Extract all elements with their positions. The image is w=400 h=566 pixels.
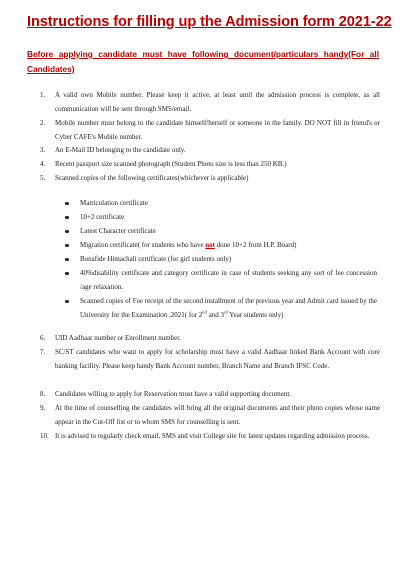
superscript: rd (223, 309, 228, 315)
item-number: 1. (40, 91, 46, 99)
intro-note: Before applying candidate must have following document/particulars handy(For all Candidates) (27, 49, 379, 74)
item-text: Candidates willing to apply for Reservation must have a valid supporting document. (55, 390, 292, 398)
bullet-text: Matriculation certificate (80, 199, 148, 207)
bullet-text: 10+2 certificate (80, 213, 125, 221)
bullet-text-part: and 3 (206, 311, 224, 320)
item-text: At the time of counselling the candidates will bring all the original documents and their photo copies whose name appear in the Cut-Off list or to whom SMS for counselling is sent. (55, 404, 380, 427)
bullet-text (80, 238, 377, 252)
item-number: 6. (40, 334, 46, 342)
superscript: nd (202, 309, 207, 315)
bullet-text: 40%disability certificate and category certificate in case of students seeking any sort of fee concession /age relaxation. (80, 269, 377, 292)
bullet-text-part: Migration certificate( for students who have (80, 241, 206, 249)
item-number: 4. (40, 160, 46, 168)
bullet-icon (65, 244, 69, 248)
bullet-text: Bonafide Himachali certificate (for girl students only) (80, 255, 232, 263)
item-text: A valid own Mobile number. Please keep it active, at least until the admission process is complete, as all communication will be sent through SMS/email. (55, 91, 380, 114)
bullet-icon (65, 258, 69, 262)
item-text: It is advised to regularly check email, SMS and visit College site for latest updates regarding admission process. (55, 432, 370, 440)
page-title: Instructions for filling up the Admission form 2021-22 (27, 14, 392, 30)
bullet-icon (65, 230, 69, 234)
bullet-text-part: Scanned copies of Fee receipt of the second installment of the previous year and Admit card issued by the University for the Examination ,2021( for 2 (80, 297, 377, 320)
item-text: Recent passport size scanned photograph (Student Photo size is less than 250 KB.) (55, 160, 287, 168)
bullet-icon (65, 202, 69, 206)
bullet-icon (65, 272, 69, 276)
item-number: 10. (40, 432, 49, 440)
item-text: An E-Mail ID belonging to the candidate only. (55, 146, 186, 154)
item-number: 2. (40, 119, 46, 127)
item-number: 7. (40, 348, 46, 356)
bullet-text: Latest Character certificate (80, 227, 156, 235)
item-number: 9. (40, 404, 46, 412)
bullet-text (80, 294, 377, 323)
item-number: 5. (40, 174, 46, 182)
item-number: 3. (40, 146, 46, 154)
item-text: UID Aadhaar number or Enrollment number. (55, 334, 181, 342)
bullet-icon (65, 300, 69, 304)
bullet-text-part: Year students only) (227, 311, 284, 320)
bullet-icon (65, 216, 69, 220)
emphasis-not: not (205, 241, 215, 249)
item-text: SC/ST candidates who want to apply for scholarship must have a valid Aadhaar linked Bank Account with core banking facility. Please keep handy Bank Account number, Branch Name and Branch IFSC Code. (55, 348, 380, 371)
bullet-text-part: done 10+2 from H.P. Board) (214, 241, 297, 249)
item-number: 8. (40, 390, 46, 398)
item-text: Scanned copies of the following certificates(whichever is applicable) (55, 174, 249, 182)
item-text: Mobile number must belong to the candidate himself/herself or someone in the family. DO NOT fill in friend's or Cyber CAFE's Mobile number. (55, 119, 380, 142)
